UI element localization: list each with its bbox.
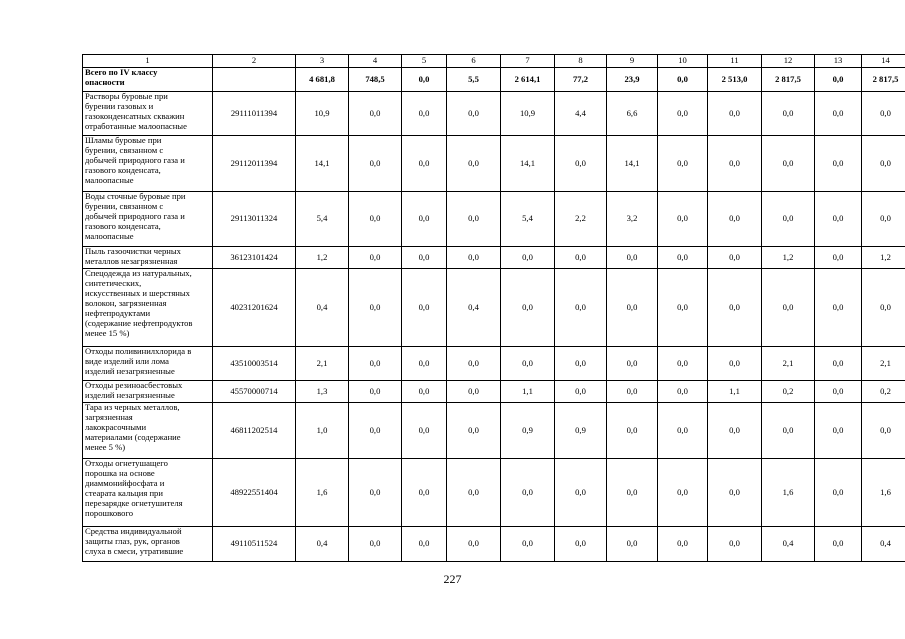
value-cell-col-11: 0,0 <box>708 247 762 269</box>
fkko-code-cell: 43510003514 <box>213 347 296 381</box>
value-cell-col-12: 0,2 <box>762 381 815 403</box>
value-cell-col-7: 0,0 <box>501 347 555 381</box>
value-cell-col-4: 0,0 <box>349 459 402 527</box>
value-cell-col-9: 0,0 <box>607 459 658 527</box>
value-cell-col-12: 1,2 <box>762 247 815 269</box>
fkko-code-cell: 49110511524 <box>213 527 296 562</box>
value-cell-col-3: 1,3 <box>296 381 349 403</box>
value-cell-col-10: 0,0 <box>658 269 708 347</box>
value-cell-col-12: 2 817,5 <box>762 68 815 92</box>
value-cell-col-13: 0,0 <box>815 247 862 269</box>
waste-name-cell: Тара из черных металлов, загрязненная лакокрасочными материалами (содержание менее 5 %) <box>83 403 213 459</box>
value-cell-col-6: 0,4 <box>447 269 501 347</box>
value-cell-col-6: 0,0 <box>447 459 501 527</box>
waste-name-cell: Воды сточные буровые при бурении, связанном с добычей природного газа и газового конденсата, малоопасные <box>83 192 213 247</box>
value-cell-col-5: 0,0 <box>402 192 447 247</box>
value-cell-col-11: 0,0 <box>708 459 762 527</box>
value-cell-col-3: 1,2 <box>296 247 349 269</box>
table-row <box>83 403 905 459</box>
value-cell-col-5: 0,0 <box>402 381 447 403</box>
value-cell-col-14: 0,0 <box>862 92 905 136</box>
waste-name-cell: Отходы поливинилхлорида в виде изделий или лома изделий незагрязненные <box>83 347 213 381</box>
value-cell-col-7: 0,0 <box>501 269 555 347</box>
waste-name-cell: Спецодежда из натуральных, синтетических, искусственных и шерстяных волокон, загрязненная нефтепродуктами (содержание нефтепродуктов менее 15 %) <box>83 269 213 347</box>
value-cell-col-8: 0,0 <box>555 247 607 269</box>
fkko-code-cell: 40231201624 <box>213 269 296 347</box>
table-row <box>83 459 905 527</box>
value-cell-col-12: 0,0 <box>762 403 815 459</box>
value-cell-col-3: 14,1 <box>296 136 349 192</box>
value-cell-col-7: 5,4 <box>501 192 555 247</box>
value-cell-col-3: 1,6 <box>296 459 349 527</box>
column-number-11: 11 <box>708 55 762 68</box>
value-cell-col-10: 0,0 <box>658 247 708 269</box>
value-cell-col-3: 5,4 <box>296 192 349 247</box>
value-cell-col-13: 0,0 <box>815 92 862 136</box>
value-cell-col-9: 0,0 <box>607 527 658 562</box>
value-cell-col-14: 0,0 <box>862 269 905 347</box>
waste-name-cell: Растворы буровые при бурении газовых и газоконденсатных скважин отработанные малоопасные <box>83 92 213 136</box>
column-number-13: 13 <box>815 55 862 68</box>
table-row <box>83 381 905 403</box>
table-body <box>83 68 905 562</box>
value-cell-col-14: 0,4 <box>862 527 905 562</box>
value-cell-col-13: 0,0 <box>815 347 862 381</box>
value-cell-col-14: 0,0 <box>862 136 905 192</box>
column-number-3: 3 <box>296 55 349 68</box>
value-cell-col-5: 0,0 <box>402 92 447 136</box>
value-cell-col-10: 0,0 <box>658 347 708 381</box>
value-cell-col-8: 2,2 <box>555 192 607 247</box>
column-number-2: 2 <box>213 55 296 68</box>
table-row <box>83 347 905 381</box>
value-cell-col-12: 0,0 <box>762 192 815 247</box>
value-cell-col-9: 0,0 <box>607 247 658 269</box>
value-cell-col-4: 0,0 <box>349 192 402 247</box>
value-cell-col-8: 0,0 <box>555 459 607 527</box>
value-cell-col-9: 0,0 <box>607 269 658 347</box>
value-cell-col-11: 0,0 <box>708 527 762 562</box>
value-cell-col-7: 0,0 <box>501 247 555 269</box>
value-cell-col-6: 0,0 <box>447 381 501 403</box>
value-cell-col-4: 0,0 <box>349 527 402 562</box>
value-cell-col-12: 0,0 <box>762 269 815 347</box>
waste-name-cell: Пыль газоочистки черных металлов незагрязненная <box>83 247 213 269</box>
value-cell-col-14: 2,1 <box>862 347 905 381</box>
column-number-10: 10 <box>658 55 708 68</box>
value-cell-col-11: 2 513,0 <box>708 68 762 92</box>
column-number-4: 4 <box>349 55 402 68</box>
waste-name-cell: Отходы резиноасбестовых изделий незагрязненные <box>83 381 213 403</box>
fkko-code-cell <box>213 68 296 92</box>
fkko-code-cell: 48922551404 <box>213 459 296 527</box>
value-cell-col-9: 0,0 <box>607 347 658 381</box>
fkko-code-cell: 29111011394 <box>213 92 296 136</box>
value-cell-col-4: 0,0 <box>349 347 402 381</box>
value-cell-col-11: 1,1 <box>708 381 762 403</box>
fkko-code-cell: 29112011394 <box>213 136 296 192</box>
value-cell-col-4: 0,0 <box>349 247 402 269</box>
column-number-5: 5 <box>402 55 447 68</box>
value-cell-col-11: 0,0 <box>708 403 762 459</box>
value-cell-col-9: 14,1 <box>607 136 658 192</box>
value-cell-col-10: 0,0 <box>658 459 708 527</box>
value-cell-col-8: 0,0 <box>555 136 607 192</box>
page-number: 227 <box>443 572 462 586</box>
value-cell-col-7: 0,0 <box>501 527 555 562</box>
waste-name-cell: Шламы буровые при бурении, связанном с добычей природного газа и газового конденсата, малоопасные <box>83 136 213 192</box>
table-row <box>83 247 905 269</box>
value-cell-col-11: 0,0 <box>708 269 762 347</box>
value-cell-col-10: 0,0 <box>658 68 708 92</box>
value-cell-col-3: 0,4 <box>296 269 349 347</box>
value-cell-col-9: 6,6 <box>607 92 658 136</box>
value-cell-col-11: 0,0 <box>708 192 762 247</box>
value-cell-col-3: 10,9 <box>296 92 349 136</box>
value-cell-col-7: 1,1 <box>501 381 555 403</box>
value-cell-col-13: 0,0 <box>815 192 862 247</box>
fkko-code-cell: 46811202514 <box>213 403 296 459</box>
value-cell-col-10: 0,0 <box>658 381 708 403</box>
value-cell-col-6: 5,5 <box>447 68 501 92</box>
value-cell-col-4: 748,5 <box>349 68 402 92</box>
column-number-row <box>83 55 905 68</box>
value-cell-col-4: 0,0 <box>349 381 402 403</box>
value-cell-col-8: 77,2 <box>555 68 607 92</box>
fkko-code-cell: 45570000714 <box>213 381 296 403</box>
table-row <box>83 92 905 136</box>
value-cell-col-7: 2 614,1 <box>501 68 555 92</box>
value-cell-col-10: 0,0 <box>658 92 708 136</box>
value-cell-col-5: 0,0 <box>402 527 447 562</box>
table-row <box>83 269 905 347</box>
value-cell-col-6: 0,0 <box>447 136 501 192</box>
value-cell-col-11: 0,0 <box>708 92 762 136</box>
value-cell-col-6: 0,0 <box>447 92 501 136</box>
value-cell-col-11: 0,0 <box>708 347 762 381</box>
value-cell-col-3: 4 681,8 <box>296 68 349 92</box>
value-cell-col-8: 0,0 <box>555 269 607 347</box>
value-cell-col-10: 0,0 <box>658 403 708 459</box>
value-cell-col-7: 0,9 <box>501 403 555 459</box>
value-cell-col-4: 0,0 <box>349 92 402 136</box>
value-cell-col-10: 0,0 <box>658 527 708 562</box>
value-cell-col-9: 0,0 <box>607 381 658 403</box>
value-cell-col-6: 0,0 <box>447 247 501 269</box>
value-cell-col-8: 0,0 <box>555 347 607 381</box>
value-cell-col-4: 0,0 <box>349 136 402 192</box>
value-cell-col-3: 0,4 <box>296 527 349 562</box>
value-cell-col-6: 0,0 <box>447 403 501 459</box>
value-cell-col-8: 0,0 <box>555 381 607 403</box>
fkko-code-cell: 36123101424 <box>213 247 296 269</box>
value-cell-col-3: 2,1 <box>296 347 349 381</box>
value-cell-col-6: 0,0 <box>447 347 501 381</box>
value-cell-col-9: 0,0 <box>607 403 658 459</box>
value-cell-col-13: 0,0 <box>815 136 862 192</box>
value-cell-col-12: 2,1 <box>762 347 815 381</box>
value-cell-col-5: 0,0 <box>402 68 447 92</box>
value-cell-col-10: 0,0 <box>658 136 708 192</box>
column-number-7: 7 <box>501 55 555 68</box>
value-cell-col-5: 0,0 <box>402 459 447 527</box>
value-cell-col-13: 0,0 <box>815 459 862 527</box>
value-cell-col-5: 0,0 <box>402 347 447 381</box>
waste-name-cell: Отходы огнетушащего порошка на основе диаммонийфосфата и стеарата кальция при перезарядке огнетушителя порошкового <box>83 459 213 527</box>
value-cell-col-14: 0,0 <box>862 192 905 247</box>
value-cell-col-6: 0,0 <box>447 527 501 562</box>
value-cell-col-13: 0,0 <box>815 403 862 459</box>
value-cell-col-7: 10,9 <box>501 92 555 136</box>
value-cell-col-13: 0,0 <box>815 381 862 403</box>
waste-table <box>82 54 905 562</box>
value-cell-col-14: 1,2 <box>862 247 905 269</box>
fkko-code-cell: 29113011324 <box>213 192 296 247</box>
value-cell-col-12: 0,4 <box>762 527 815 562</box>
value-cell-col-13: 0,0 <box>815 269 862 347</box>
value-cell-col-13: 0,0 <box>815 527 862 562</box>
value-cell-col-5: 0,0 <box>402 269 447 347</box>
column-number-8: 8 <box>555 55 607 68</box>
value-cell-col-13: 0,0 <box>815 68 862 92</box>
value-cell-col-12: 0,0 <box>762 92 815 136</box>
value-cell-col-5: 0,0 <box>402 247 447 269</box>
value-cell-col-6: 0,0 <box>447 192 501 247</box>
value-cell-col-8: 0,9 <box>555 403 607 459</box>
column-number-14: 14 <box>862 55 905 68</box>
table-row <box>83 527 905 562</box>
value-cell-col-7: 0,0 <box>501 459 555 527</box>
value-cell-col-4: 0,0 <box>349 269 402 347</box>
value-cell-col-11: 0,0 <box>708 136 762 192</box>
value-cell-col-7: 14,1 <box>501 136 555 192</box>
column-number-9: 9 <box>607 55 658 68</box>
value-cell-col-12: 0,0 <box>762 136 815 192</box>
waste-name-cell: Средства индивидуальной защиты глаз, рук, органов слуха в смеси, утратившие <box>83 527 213 562</box>
value-cell-col-9: 23,9 <box>607 68 658 92</box>
value-cell-col-5: 0,0 <box>402 136 447 192</box>
column-number-6: 6 <box>447 55 501 68</box>
value-cell-col-8: 4,4 <box>555 92 607 136</box>
value-cell-col-5: 0,0 <box>402 403 447 459</box>
value-cell-col-9: 3,2 <box>607 192 658 247</box>
waste-name-cell: Всего по IV классу опасности <box>83 68 213 92</box>
table-row <box>83 136 905 192</box>
column-number-12: 12 <box>762 55 815 68</box>
table-row <box>83 192 905 247</box>
value-cell-col-14: 2 817,5 <box>862 68 905 92</box>
column-number-1: 1 <box>83 55 213 68</box>
total-row <box>83 68 905 92</box>
value-cell-col-10: 0,0 <box>658 192 708 247</box>
value-cell-col-12: 1,6 <box>762 459 815 527</box>
value-cell-col-14: 0,2 <box>862 381 905 403</box>
value-cell-col-14: 0,0 <box>862 403 905 459</box>
value-cell-col-8: 0,0 <box>555 527 607 562</box>
value-cell-col-3: 1,0 <box>296 403 349 459</box>
value-cell-col-4: 0,0 <box>349 403 402 459</box>
value-cell-col-14: 1,6 <box>862 459 905 527</box>
